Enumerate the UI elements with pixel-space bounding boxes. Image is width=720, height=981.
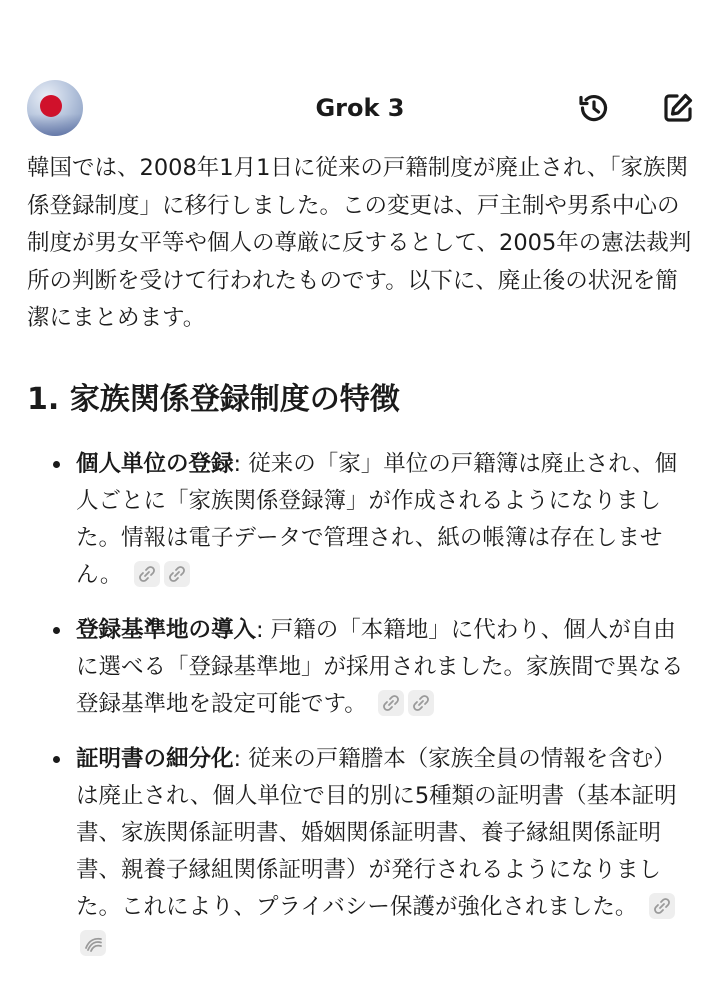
link-icon	[408, 690, 434, 716]
edit-icon	[658, 88, 698, 128]
citation-button[interactable]	[649, 893, 675, 919]
page-title: Grok 3	[315, 94, 405, 122]
link-icon	[649, 893, 675, 919]
bullet-dot	[53, 461, 60, 468]
citation-button[interactable]	[164, 561, 190, 587]
item-text: : 従来の戸籍謄本（家族全員の情報を含む）は廃止され、個人単位で目的別に5種類の証明書（基本証明書、家族関係証明書、婚姻関係証明書、養子縁組関係証明書、親養子縁組関係証明書）が発行されるようになりました。これにより、プライバシー保護が強化されました。	[76, 745, 677, 920]
intro-paragraph: 韓国では、2008年1月1日に従来の戸籍制度が廃止され、「家族関係登録制度」に移行しました。この変更は、戸主制や男系中心の制度が男女平等や個人の尊厳に反するとして、2005年の憲法裁判所の判断を受けて行われたものです。以下に、廃止後の状況を簡潔にまとめます。	[27, 155, 692, 331]
bullet-dot	[53, 627, 60, 634]
link-icon	[134, 561, 160, 587]
item-text: : 戸籍の「本籍地」に代わり、個人が自由に選べる「登録基準地」が採用されました。家族間で異なる登録基準地を設定可能です。	[76, 616, 684, 717]
item-term: 個人単位の登録	[76, 450, 234, 477]
new-chat-button[interactable]	[658, 88, 698, 128]
bullet-dot	[53, 756, 60, 763]
list-item	[27, 446, 695, 594]
chat-header	[0, 78, 720, 140]
history-button[interactable]	[574, 88, 614, 128]
history-icon	[574, 88, 614, 128]
citation-button[interactable]	[378, 690, 404, 716]
citation-button[interactable]	[134, 561, 160, 587]
link-icon	[378, 690, 404, 716]
citation-button[interactable]	[80, 930, 106, 956]
list-item	[27, 612, 695, 723]
link-icon	[164, 561, 190, 587]
item-text: : 従来の「家」単位の戸籍簿は廃止され、個人ごとに「家族関係登録簿」が作成されるようになりました。情報は電子データで管理され、紙の帳簿は存在しません。	[76, 450, 678, 588]
source-wave-icon	[80, 930, 106, 956]
item-term: 登録基準地の導入	[76, 616, 257, 643]
feature-list	[27, 446, 695, 963]
assistant-message	[27, 150, 695, 981]
list-item	[27, 741, 695, 963]
item-term: 証明書の細分化	[76, 745, 234, 772]
section-heading: 1. 家族関係登録制度の特徴	[27, 381, 400, 417]
citation-button[interactable]	[408, 690, 434, 716]
